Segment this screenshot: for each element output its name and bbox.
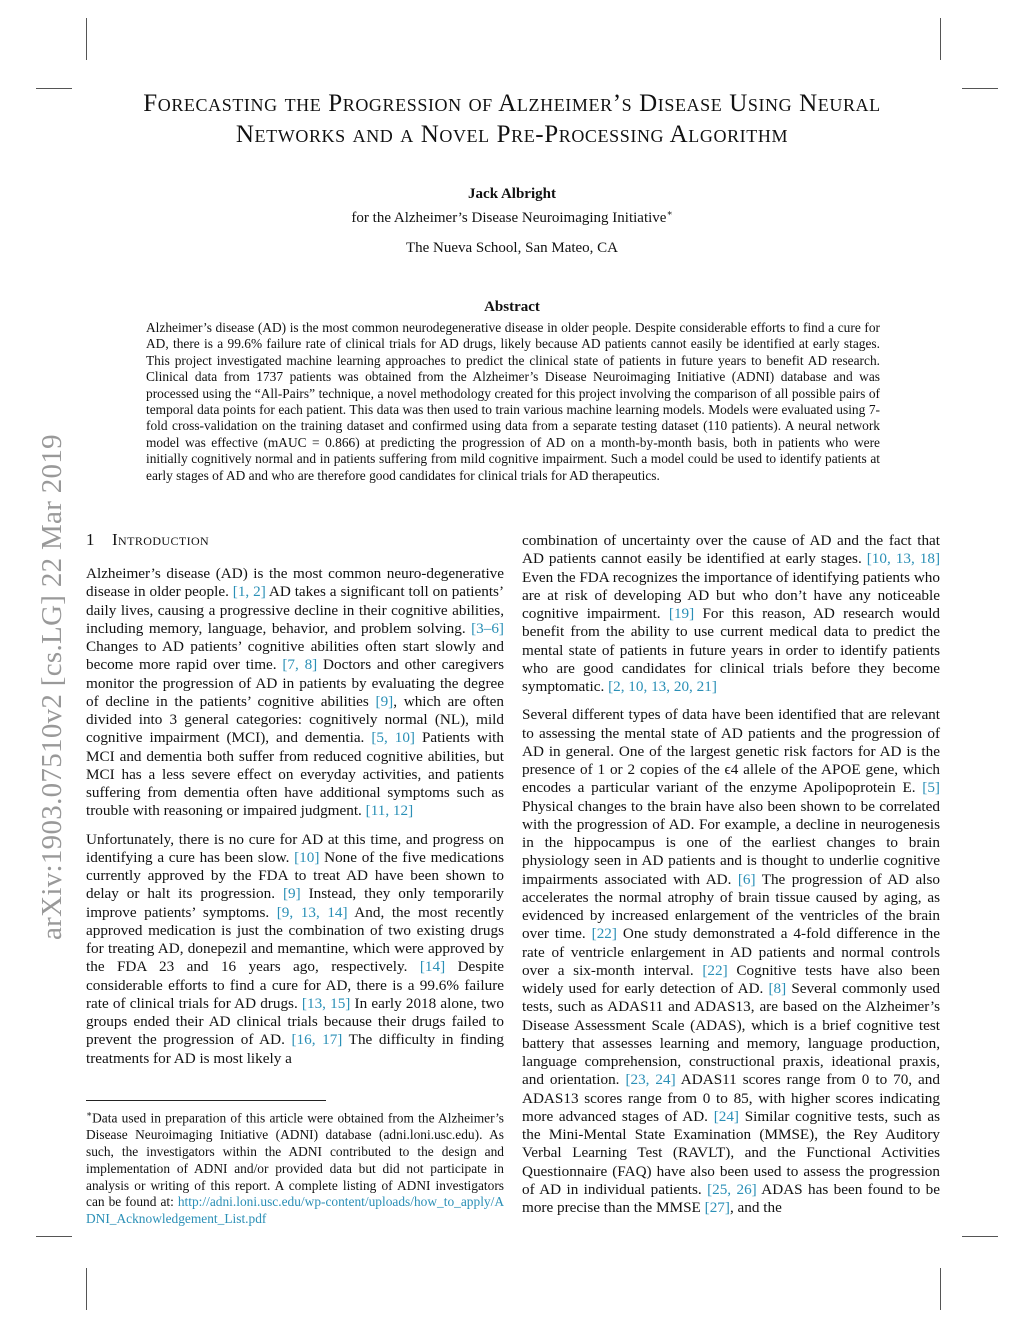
- citation-link[interactable]: [19]: [668, 605, 695, 622]
- paragraph-text: Patients with MCI and dementia both suffer from reduced cognitive abilities, but MCI has a less severe effect on everyday activities, and patients suffering from dementia often have additional symptoms such as trouble with reasoning or impaired judgment.: [86, 729, 504, 820]
- citation-link[interactable]: [2, 10, 13, 20, 21]: [608, 678, 717, 695]
- section-title: Introduction: [112, 530, 210, 549]
- citation-link[interactable]: [13, 15]: [301, 994, 351, 1012]
- abstract-text: Alzheimer’s disease (AD) is the most common neurodegenerative disease in older people. Despite considerable efforts to find a cure for AD, there is a 99.6% failure rate of clinical trials for AD drugs, likely because AD patients cannot easily be identified at early stages. This project investigated machine learning approaches to predict the clinical state of patients in future years to benefit AD research. Clinical data from 1737 patients was obtained from the Alzheimer’s Disease Neuroimaging Initiative (ADNI) database and was processed using the “All-Pairs” technique, a novel methodology created for this project involving the comparison of all possible pairs of temporal data points for each patient. This data was then used to train various machine learning models. Models were evaluated using 7-fold cross-validation on the training dataset and confirmed using data from a separate testing dataset (110 patients). A neural network model was effective (mAUC = 0.866) at predicting the progression of AD on a month-by-month basis, both in patients who were initially cognitively normal and in patients suffering from mild cognitive impairment. Such a model could be used to identify patients at early stages of AD and who are therefore good candidates for clinical trials for AD therapeutics.: [146, 320, 880, 483]
- crop-mark: [36, 1236, 72, 1237]
- citation-link[interactable]: [3–6]: [471, 619, 504, 637]
- paragraph-text: For this reason, AD research would benefit from the ability to use current medical data to predict the mental state of patients in future years in order to identify patients who are good candidates for clinical trials before they become symptomatic.: [522, 605, 941, 695]
- paragraph-text: None of the five medications currently approved by the FDA to treat AD have been shown to delay or halt its progression.: [86, 848, 504, 903]
- footnote-text: Data used in preparation of this article were obtained from the Alzheimer’s Disease Neuroimaging Initiative (ADNI) database (adni.loni.usc.edu). As such, the investigators within the ADNI contributed to the design and implementation of ADNI and/or provided data but did not participate in analysis or writing of this report. A complete listing of ADNI investigators can be found at:: [86, 1110, 504, 1210]
- citation-link[interactable]: [9]: [282, 885, 301, 903]
- citation-link[interactable]: [27]: [704, 1199, 730, 1216]
- abstract-heading: Abstract: [484, 299, 540, 315]
- paragraph: [86, 831, 504, 1068]
- paragraph-text: combination of uncertainty over the cause of AD and the fact that AD patients cannot easily be identified at early stages.: [522, 532, 940, 568]
- citation-link[interactable]: [10]: [294, 848, 320, 866]
- author-school: The Nueva School, San Mateo, CA: [405, 240, 619, 256]
- footnote: [86, 1106, 504, 1228]
- title-line-2: Networks and a Novel Pre-Processing Algorithm: [235, 121, 789, 148]
- crop-mark: [962, 88, 998, 89]
- paragraph-text: The difficulty in finding treatments for AD is most likely a: [86, 1031, 504, 1067]
- crop-mark: [86, 18, 87, 60]
- paragraph: [522, 706, 940, 1217]
- citation-link[interactable]: [16, 17]: [291, 1031, 343, 1049]
- citation-link[interactable]: [7, 8]: [282, 656, 318, 674]
- paragraph-text: Unfortunately, there is no cure for AD at this time, and progress on identifying a cure has been slow.: [86, 830, 504, 866]
- footnote-mark[interactable]: ∗: [666, 208, 673, 218]
- paragraph-text: Even the FDA recognizes the importance of identifying patients who are at risk of developing AD but who don’t have any noticeable cognitive impairment.: [522, 568, 940, 622]
- crop-mark: [36, 88, 72, 89]
- paragraph-text: Doctors and other caregivers monitor the progression of AD in patients by evaluating the degree of decline in the patients’ cognitive abilities: [86, 656, 504, 710]
- paragraph-text: In early 2018 alone, two groups ended their AD clinical trials because their drugs failed to prevent the progression of AD.: [86, 994, 504, 1049]
- paragraph-text: AD takes a significant toll on patients’ daily lives, causing a progressive decline in their cognitive abilities, including memory, language, behavior, and problem solving.: [86, 583, 505, 637]
- paragraph-text: The progression of AD also accelerates the normal atrophy of brain tissue caused by aging, as evidenced by increased enlargement of the ventricles of the brain over time.: [522, 870, 940, 943]
- paragraph-text: Physical changes to the brain have also been shown to be correlated with the progression of AD. For example, a decline in neurogenesis in the hippocampus is one of the earliest changes to brain physiology seen in AD patients and is thought to underlie cognitive impairments associated with AD.: [522, 797, 940, 888]
- paragraph-text: Several commonly used tests, such as ADAS11 and ADAS13, are based on the Alzheimer’s Disease Assessment Scale (ADAS), which is a brief cognitive test battery that assesses learning and memory, language production, language comprehension, constructional praxis, ideational praxis, and orientation.: [522, 980, 940, 1089]
- affiliation-text: for the Alzheimer’s Disease Neuroimaging Initiative: [351, 210, 667, 226]
- citation-link[interactable]: [11, 12]: [365, 802, 414, 820]
- paragraph-text: One study demonstrated a 4-fold difference in the rate of ventricle enlargement in AD patients and normal controls over a six-month interval.: [522, 925, 940, 979]
- citation-link[interactable]: [23, 24]: [625, 1071, 676, 1089]
- paragraph-text: Despite considerable efforts to find a cure for AD, there is a 99.6% failure rate of clinical trials for AD drugs.: [86, 958, 504, 1012]
- right-column: [522, 532, 940, 1227]
- paragraph-text: ADAS11 scores range from 0 to 70, and ADAS13 scores range from 0 to 85, with higher scores indicating more advanced stages of AD.: [522, 1071, 940, 1125]
- crop-mark: [86, 1268, 87, 1310]
- citation-link[interactable]: [22]: [702, 961, 728, 979]
- paragraph-text: And, the most recently approved medication is just the combination of two existing drugs for treating AD, donepezil and memantine, which were approved by the FDA 23 and 16 years ago, respectively.: [86, 903, 504, 976]
- footnote-rule: [86, 1100, 326, 1101]
- section-number: 1: [86, 530, 95, 549]
- citation-link[interactable]: [10, 13, 18]: [866, 550, 940, 568]
- author-affiliation: [200, 204, 824, 227]
- paragraph-text: Cognitive tests have also been widely used for early detection of AD.: [522, 961, 940, 997]
- section-heading: [86, 530, 209, 550]
- paragraph-text: Changes to AD patients’ cognitive abilities often start slowly and become more rapid over time.: [86, 638, 504, 674]
- paragraph-text: , and the: [729, 1199, 782, 1216]
- paragraph-text: ADAS has been found to be more precise than the MMSE: [522, 1180, 940, 1216]
- arxiv-stamp: arXiv:1903.07510v2 [cs.LG] 22 Mar 2019: [36, 434, 68, 940]
- crop-mark: [940, 1268, 941, 1310]
- footnote-mark: ∗: [86, 1109, 93, 1119]
- citation-link[interactable]: [14]: [419, 958, 446, 976]
- left-column: [86, 565, 504, 1078]
- paragraph-text: Instead, they only temporarily improve patients’ symptoms.: [86, 885, 504, 921]
- citation-link[interactable]: [8]: [768, 980, 787, 997]
- citation-link[interactable]: [24]: [713, 1107, 739, 1125]
- paragraph-text: Similar cognitive tests, such as the Mini-Mental State Examination (MMSE), the Rey Auditory Verbal Learning Test (RAVLT), and the Functional Activities Questionnaire (FAQ) have also been used to assess the progression of AD in individual patients.: [522, 1107, 940, 1198]
- author-name: Jack Albright: [468, 186, 556, 202]
- title-line-1: Forecasting the Progression of Alzheimer’s Disease Using Neural: [143, 90, 881, 117]
- citation-link[interactable]: [1, 2]: [232, 583, 266, 601]
- paper-title: [100, 88, 924, 150]
- footnote-link[interactable]: http://adni.loni.usc.edu/wp-content/uploads/how_to_apply/ADNI_Acknowledgement_List.pdf: [86, 1194, 504, 1227]
- paragraph-text: , which are often divided into 3 general categories: cognitively normal (NL), mild cognitive impairment (MCI), and dementia.: [86, 692, 504, 747]
- citation-link[interactable]: [22]: [591, 925, 617, 943]
- crop-mark: [940, 18, 941, 60]
- citation-link[interactable]: [6]: [737, 870, 756, 888]
- citation-link[interactable]: [9, 13, 14]: [276, 903, 348, 921]
- crop-mark: [962, 1236, 998, 1237]
- paragraph: [86, 565, 504, 821]
- citation-link[interactable]: [25, 26]: [707, 1180, 757, 1198]
- citation-link[interactable]: [9]: [375, 692, 394, 710]
- paragraph: [522, 532, 940, 696]
- paragraph-text: Several different types of data have been identified that are relevant to assessing the mental state of AD patients and the progression of AD in general. One of the largest genetic risk factors for AD is the presence of 1 or 2 copies of the ϵ4 allele of the APOE gene, which encodes a particular variant of the enzyme Apolipoprotein E.: [522, 706, 940, 797]
- citation-link[interactable]: [5]: [922, 779, 940, 797]
- paragraph-text: Alzheimer’s disease (AD) is the most common neuro-degenerative disease in older people.: [86, 565, 504, 601]
- citation-link[interactable]: [5, 10]: [371, 729, 415, 747]
